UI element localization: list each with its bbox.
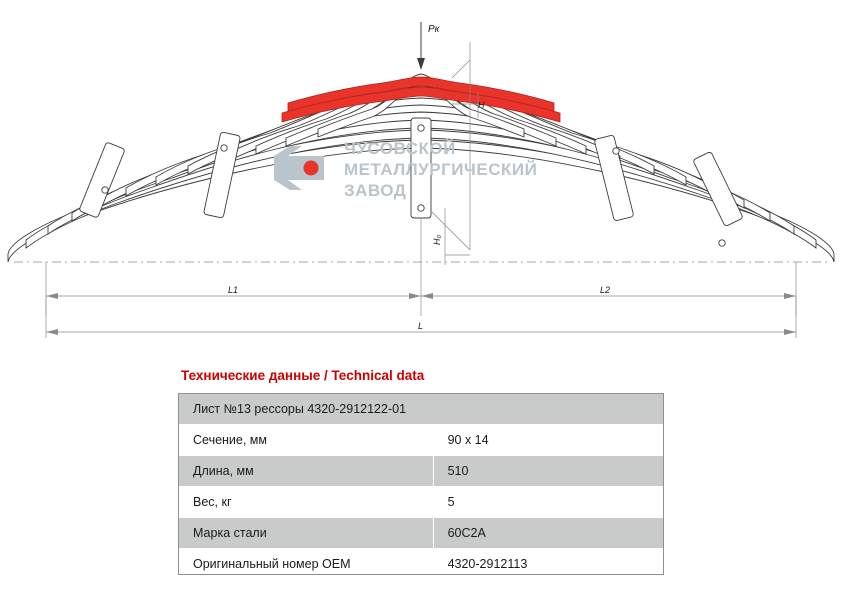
row-label: Оригинальный номер OEM	[179, 549, 434, 580]
tech-data-title: Технические данные / Technical data	[181, 368, 425, 383]
table-row	[179, 549, 664, 580]
table-row	[179, 456, 664, 487]
force-label: Pк	[428, 24, 440, 35]
row-label: Длина, мм	[179, 456, 434, 487]
watermark-line-1: ЧУСОВСКОЙ	[344, 139, 456, 158]
label-height-big: H₀	[432, 234, 442, 245]
table-row	[179, 394, 664, 425]
table-row	[179, 425, 664, 456]
row-value: 60С2А	[433, 518, 663, 549]
row-value: 5	[433, 487, 663, 518]
table-row	[179, 518, 664, 549]
tech-data-table	[178, 393, 664, 580]
row-label: Марка стали	[179, 518, 434, 549]
watermark-line-3: ЗАВОД	[344, 181, 407, 200]
table-row	[179, 487, 664, 518]
watermark-line-2: МЕТАЛЛУРГИЧЕСКИЙ	[344, 160, 538, 179]
force-arrow	[417, 22, 441, 70]
row-label: Сечение, мм	[179, 425, 434, 456]
label-l-total: L	[418, 321, 424, 331]
label-l1: L1	[228, 285, 239, 295]
part-title-cell: Лист №13 рессоры 4320-2912122-01	[179, 394, 664, 425]
row-value: 4320-2912113	[433, 549, 663, 580]
row-label: Вес, кг	[179, 487, 434, 518]
row-value: 90 х 14	[433, 425, 663, 456]
label-l2: L2	[600, 285, 611, 295]
row-value: 510	[433, 456, 663, 487]
label-height-small: H	[478, 100, 485, 110]
